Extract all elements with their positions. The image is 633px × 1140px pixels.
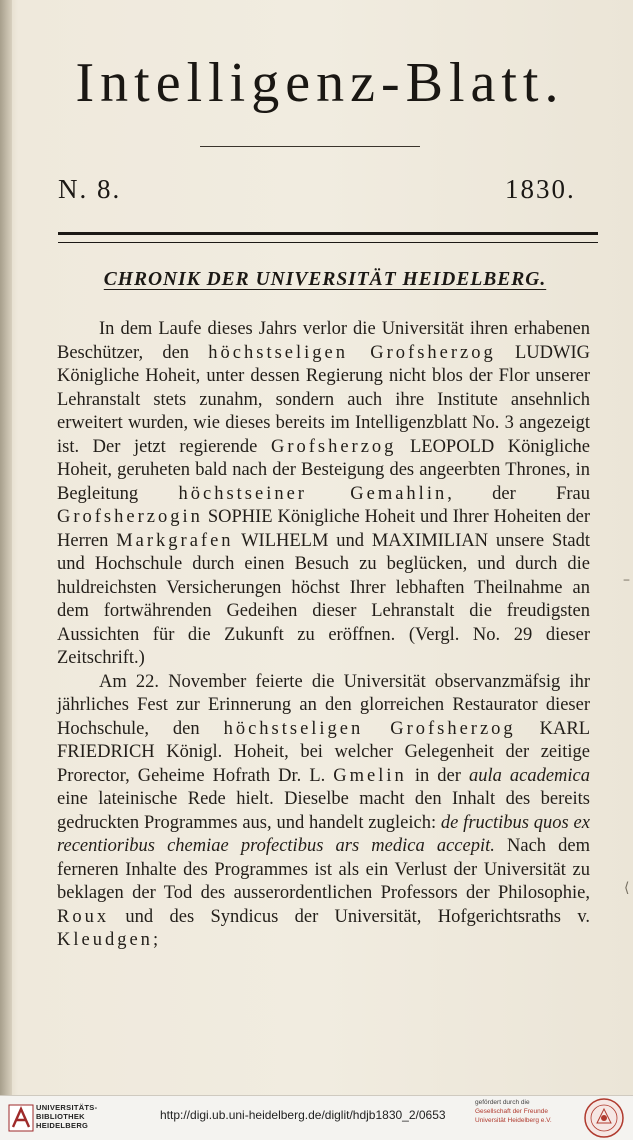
double-divider	[58, 232, 598, 243]
viewer-footer	[0, 1095, 633, 1140]
margin-mark: –	[623, 572, 630, 588]
margin-bracket: ⟨	[624, 880, 630, 896]
masthead-title: Intelligenz-Blatt.	[75, 52, 565, 114]
paragraph-1: In dem Laufe dieses Jahrs verlor die Universität ihren erhabenen Beschützer, den höchstseligen Grofsherzog LUDWIG Königliche Hoheit, unter dessen Regierung nicht blos der Flor unserer Lehranstalt stets zunahm, sondern auch ihre Institute ansehnlich erweitert wurden, wie dieses bereits im Intelligenzblatt No. 3 angezeigt ist. Der jetzt regierende Grofsherzog LEOPOLD Königliche Hoheit, geruheten bald nach der Besteigung des angeerbten Thrones, in Begleitung höchstseiner Gemahlin, der Frau Grofsherzogin SOPHIE Königliche Hoheit und Ihrer Hoheiten der Herren Markgrafen WILHELM und MAXIMILIAN unsere Stadt und Hochschule durch einen Besuch zu beglücken, und durch die huldreichsten Versicherungen höchst Ihrer lebhaften Theilnahme an dem fortwährenden Gedeihen dieser Lehranstalt die freudigsten Aussichten für die Zukunft zu eröffnen. (Vergl. No. 29 dieser Zeitschrift.)	[57, 319, 591, 668]
library-logo-icon[interactable]	[8, 1104, 34, 1132]
funder-credit: gefördert durch die Gesellschaft der Freunde Universität Heidelberg e.V.	[475, 1099, 552, 1124]
issue-number: N. 8.	[58, 174, 122, 204]
paragraph-2: Am 22. November feierte die Universität observanzmäfsig ihr jährliches Fest zur Erinnerung an den glorreichen Restaurator dieser Hochschule, den höchstseligen Grofsherzog KARL FRIEDRICH Königl. Hoheit, bei welcher Gelegenheit der zeitige Prorector, Geheime Hofrath Dr. L. Gmelin in der aula academica eine lateinische Rede hielt. Dieselbe macht den Inhalt des bereits gedruckten Programmes aus, und handelt zugleich: de fructibus quos ex recentioribus chemiae profectibus ars medica accepit. Nach dem ferneren Inhalte des Programmes ist als ein Verlust der Universität zu beklagen der Tod des ausserordentlichen Professors der Philosophie, Roux und des Syndicus der Universität, Hofgerichtsraths v. Kleudgen;	[57, 671, 591, 950]
section-title: CHRONIK DER UNIVERSITÄT HEIDELBERG.	[103, 269, 547, 290]
university-seal-icon	[583, 1097, 625, 1139]
book-spine-shadow	[0, 0, 12, 1095]
permalink-url[interactable]: http://digi.ub.uni-heidelberg.de/diglit/hdjb1830_2/0653	[160, 1108, 446, 1122]
issue-year: 1830.	[505, 174, 576, 204]
masthead-rule	[200, 146, 420, 147]
article-body	[57, 318, 590, 953]
library-name: UNIVERSITÄTS- BIBLIOTHEK HEIDELBERG	[36, 1103, 98, 1130]
